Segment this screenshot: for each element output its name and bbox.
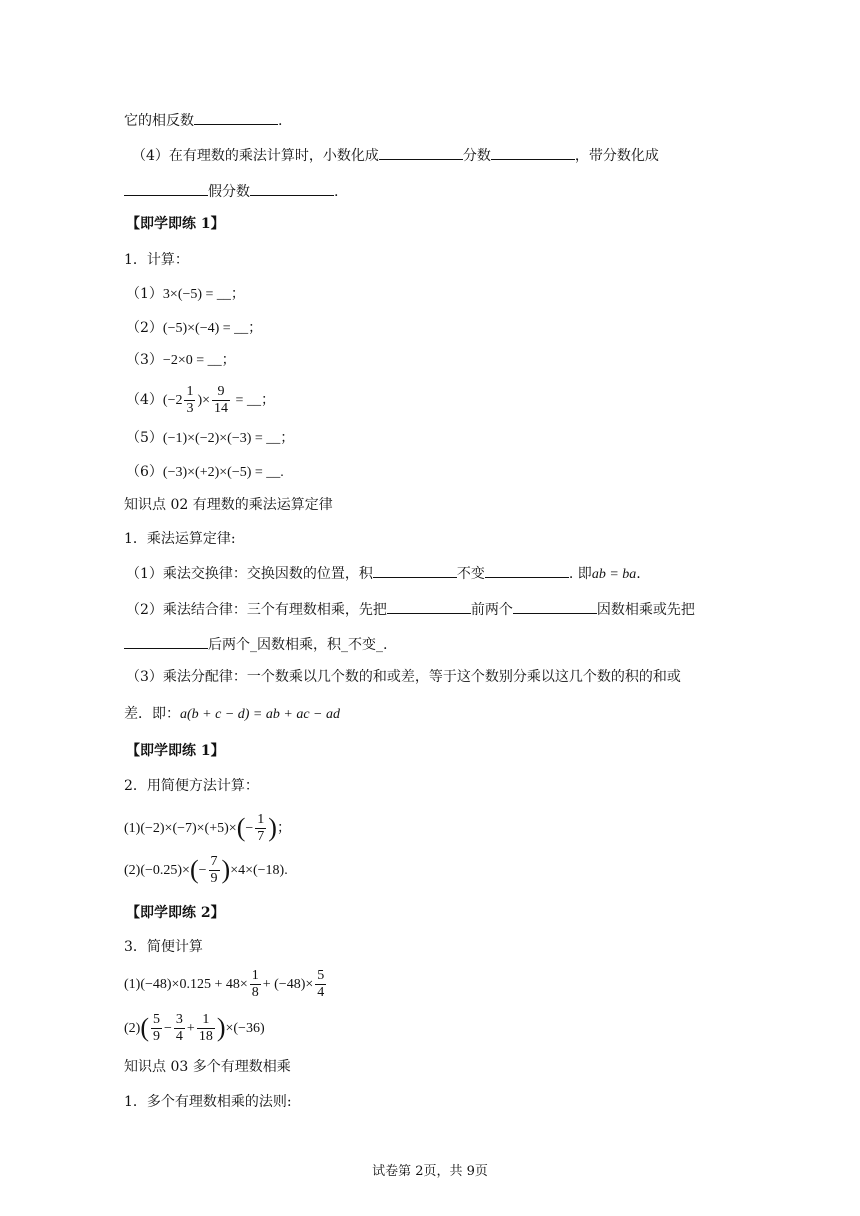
formula: ab = ba bbox=[591, 567, 637, 582]
expression: ×4×(−18). bbox=[230, 863, 288, 878]
text: 分数 bbox=[462, 148, 491, 164]
text: 不变 bbox=[456, 566, 485, 582]
expression: (−3)×(+2)×(−5) = __. bbox=[162, 465, 284, 480]
fraction bbox=[212, 384, 230, 417]
expression: 3×(−5) = __； bbox=[162, 287, 245, 302]
law-associative bbox=[126, 599, 695, 620]
text: ； bbox=[276, 820, 291, 836]
law-commutative bbox=[126, 563, 641, 585]
practice-header: 【即学即练 2】 bbox=[126, 905, 225, 921]
text: 差．即： bbox=[124, 706, 180, 722]
practice-header: 【即学即练 1】 bbox=[126, 743, 225, 759]
fill-blank[interactable] bbox=[124, 181, 208, 196]
expression: + (−48)× bbox=[262, 977, 314, 992]
fraction bbox=[174, 1012, 185, 1045]
fill-blank[interactable] bbox=[387, 599, 471, 614]
fraction bbox=[184, 384, 195, 417]
question-title: 1．计算： bbox=[124, 252, 189, 268]
minus-sign: − bbox=[164, 1021, 172, 1036]
denominator: 14 bbox=[214, 400, 229, 416]
question-title: 3．简便计算 bbox=[124, 939, 203, 955]
knowledge-point-heading: 知识点 02 有理数的乘法运算定律 bbox=[124, 497, 333, 513]
minus-sign: − bbox=[245, 821, 254, 836]
numerator: 1 bbox=[257, 811, 265, 827]
fraction bbox=[209, 854, 220, 887]
law-distributive: （3）乘法分配律：一个数乘以几个数的和或差，等于这个数别分乘以这几个数的积的和或 bbox=[126, 669, 681, 685]
expression: (−2 bbox=[162, 393, 183, 408]
expression: (−0.25)× bbox=[140, 863, 190, 878]
text: 因数相乘或先把 bbox=[596, 602, 695, 618]
multi-rule-title: 1．多个有理数相乘的法则: bbox=[124, 1094, 292, 1110]
numerator: 1 bbox=[251, 967, 259, 983]
fill-blank[interactable] bbox=[491, 145, 575, 160]
minus-sign: − bbox=[198, 863, 207, 878]
fill-blank[interactable] bbox=[194, 110, 278, 125]
denominator: 3 bbox=[186, 400, 194, 416]
fill-blank[interactable] bbox=[250, 181, 334, 196]
paren-open: ( bbox=[140, 1013, 149, 1042]
text: 后两个_因数相乘，积_不变_. bbox=[208, 637, 388, 653]
item-number: （1） bbox=[126, 286, 163, 302]
paren-close: ) bbox=[216, 1013, 226, 1042]
denominator: 7 bbox=[257, 828, 265, 844]
q1-item bbox=[126, 318, 262, 339]
text: 前两个 bbox=[470, 602, 513, 618]
item-number: （3） bbox=[126, 352, 163, 368]
expression: (−1)×(−2)×(−3) = __； bbox=[162, 431, 295, 446]
denominator: 18 bbox=[198, 1028, 213, 1044]
text: . 即 bbox=[568, 566, 592, 582]
expression: )× bbox=[197, 393, 211, 408]
expression: (−5)×(−4) = __； bbox=[162, 321, 263, 336]
text: . bbox=[636, 566, 641, 582]
expression: (−48)×0.125 + 48× bbox=[140, 977, 248, 992]
practice-header: 【即学即练 1】 bbox=[126, 216, 225, 232]
line-opposite-number bbox=[124, 110, 282, 131]
fraction bbox=[315, 968, 326, 1001]
numerator: 3 bbox=[175, 1011, 183, 1027]
expression: ×(−36) bbox=[225, 1021, 265, 1036]
fraction bbox=[197, 1012, 215, 1045]
formula: a(b + c − d) = ab + ac − ad bbox=[180, 707, 340, 722]
q2-item bbox=[124, 850, 288, 891]
numerator: 7 bbox=[210, 853, 218, 869]
numerator: 5 bbox=[153, 1011, 160, 1027]
denominator: 8 bbox=[251, 984, 259, 1000]
law-associative-cont bbox=[124, 634, 387, 655]
fill-blank[interactable] bbox=[124, 634, 208, 649]
item-number: （4） bbox=[126, 392, 163, 408]
q1-item bbox=[126, 284, 245, 305]
denominator: 9 bbox=[210, 870, 218, 886]
line-mixed-convert bbox=[124, 181, 338, 202]
question-title: 2．用简便方法计算： bbox=[124, 778, 259, 794]
law-title: 1．乘法运算定律: bbox=[124, 531, 236, 547]
text: 假分数 bbox=[208, 184, 250, 200]
numerator: 1 bbox=[197, 1012, 215, 1029]
paren-close: ) bbox=[221, 855, 231, 884]
q1-item bbox=[126, 462, 284, 483]
plus-sign: + bbox=[186, 1021, 195, 1036]
fill-blank[interactable] bbox=[513, 599, 597, 614]
text: （1）乘法交换律：交换因数的位置，积 bbox=[126, 566, 373, 582]
item-number: （6） bbox=[126, 464, 163, 480]
fraction bbox=[255, 812, 266, 845]
denominator: 4 bbox=[175, 1028, 183, 1044]
q2-item bbox=[124, 808, 291, 849]
item-number: (1) bbox=[124, 821, 141, 836]
text: ，带分数化成 bbox=[574, 148, 659, 164]
paren-open: ( bbox=[189, 855, 199, 884]
q1-item bbox=[126, 350, 236, 371]
law-distributive-cont bbox=[124, 704, 340, 725]
denominator: 9 bbox=[153, 1028, 160, 1044]
knowledge-point-heading: 知识点 03 多个有理数相乘 bbox=[124, 1059, 291, 1075]
fill-blank[interactable] bbox=[485, 563, 569, 578]
numerator: 5 bbox=[317, 967, 325, 983]
denominator: 4 bbox=[317, 984, 325, 1000]
q3-item bbox=[124, 1008, 265, 1049]
page-footer: 试卷第 2页，共 9页 bbox=[372, 1164, 488, 1179]
item-number: （5） bbox=[126, 430, 163, 446]
text: . bbox=[334, 184, 339, 200]
fraction bbox=[250, 968, 261, 1001]
fraction bbox=[151, 1012, 162, 1045]
q1-item bbox=[126, 428, 294, 449]
item-number: (2) bbox=[124, 863, 141, 878]
text: 它的相反数 bbox=[124, 113, 194, 129]
fill-blank[interactable] bbox=[373, 563, 457, 578]
numerator: 9 bbox=[212, 384, 230, 401]
text: . bbox=[278, 113, 283, 129]
paren-close: ) bbox=[268, 813, 277, 842]
text: （4）在有理数的乘法计算时，小数化成 bbox=[132, 148, 379, 164]
expression: (−2)×(−7)×(+5)× bbox=[140, 821, 237, 836]
expression: −2×0 = __； bbox=[162, 353, 236, 368]
numerator: 1 bbox=[186, 383, 194, 399]
q1-item bbox=[126, 382, 275, 419]
text: （2）乘法结合律：三个有理数相乘，先把 bbox=[126, 602, 387, 618]
item-number: (2) bbox=[124, 1021, 141, 1036]
item-number: （2） bbox=[126, 320, 163, 336]
q3-item bbox=[124, 964, 328, 1005]
item-number: (1) bbox=[124, 977, 141, 992]
fill-blank[interactable] bbox=[379, 145, 463, 160]
line-decimal-convert bbox=[132, 145, 659, 166]
expression: = __； bbox=[232, 393, 275, 408]
paren-open: ( bbox=[236, 813, 246, 842]
